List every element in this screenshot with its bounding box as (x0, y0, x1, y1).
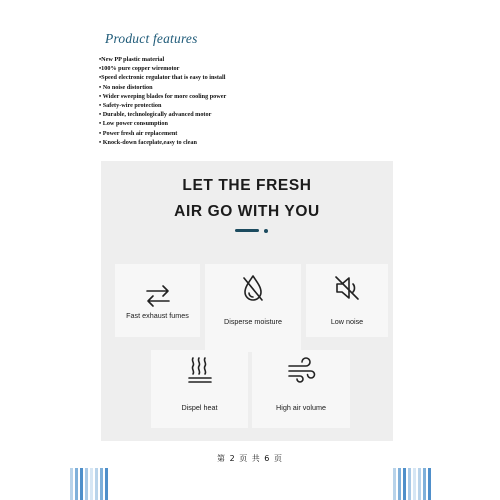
feature-item: •New PP plastic material (99, 56, 165, 63)
stripe (413, 468, 416, 500)
stripe (418, 468, 421, 500)
stripe (408, 468, 411, 500)
wind-icon (252, 354, 350, 386)
feature-item: • Power fresh air replacement (99, 129, 178, 137)
feature-card-dispel-heat (151, 350, 248, 428)
promo-panel (101, 161, 393, 441)
feature-item: •100% pure copper wiremotor (99, 65, 180, 73)
muted-speaker-icon (306, 272, 388, 304)
feature-list (99, 55, 226, 147)
stripe (100, 468, 103, 500)
feature-card-disperse-moisture (205, 264, 301, 352)
heading-line-1: LET THE FRESH (182, 177, 312, 194)
card-label: Low noise (330, 317, 364, 326)
stripe (393, 468, 396, 500)
stripe (70, 468, 73, 500)
decorative-stripes-left (70, 468, 108, 500)
accent-dot (264, 229, 268, 233)
feature-card-fast-exhaust (115, 264, 200, 337)
stripe (398, 468, 401, 500)
feature-item: • Safety-wire protection (99, 102, 162, 110)
no-drop-icon (205, 272, 301, 304)
title: Product features (105, 31, 198, 46)
feature-item: •Speed electronic regulator that is easy to install (99, 74, 226, 82)
feature-card-low-noise (306, 264, 388, 337)
card-label: High air volume (276, 403, 326, 412)
feature-item: • Durable, technologically advanced motor (99, 111, 212, 119)
stripe (428, 468, 431, 500)
stripe (75, 468, 78, 500)
heat-waves-icon (151, 354, 248, 386)
accent-bar (235, 229, 259, 232)
stripe (80, 468, 83, 500)
stripe (90, 468, 93, 500)
swap-arrows-icon (115, 280, 200, 312)
feature-item: • Knock-down faceplate,easy to clean (99, 138, 197, 146)
feature-item: • No noise distortion (99, 83, 153, 91)
stripe (85, 468, 88, 500)
decorative-stripes-right (393, 468, 431, 500)
page-number: 第 2 页 共 6 页 (217, 454, 283, 463)
heading-line-2: AIR GO WITH YOU (174, 203, 320, 220)
stripe (105, 468, 108, 500)
feature-card-high-air-volume (252, 350, 350, 428)
stripe (95, 468, 98, 500)
stripe (403, 468, 406, 500)
feature-item: • Wider sweeping blades for more cooling power (99, 92, 227, 100)
card-label: Fast exhaust fumes (126, 311, 189, 320)
card-label: Dispel heat (181, 403, 218, 412)
feature-item: • Low power consumption (99, 120, 168, 128)
card-label: Disperse moisture (224, 317, 282, 326)
stripe (423, 468, 426, 500)
